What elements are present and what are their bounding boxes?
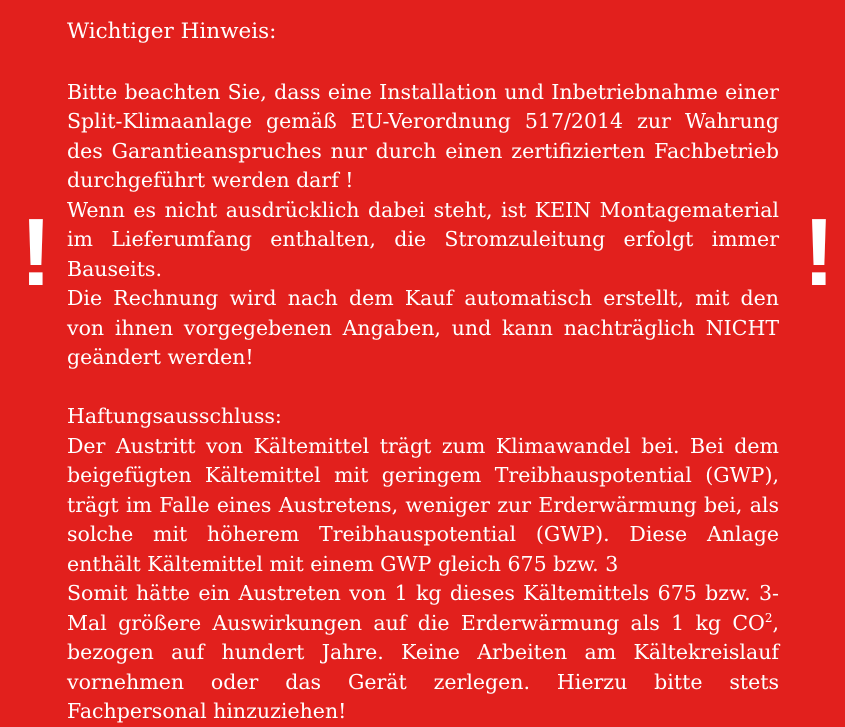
installation-paragraph: Bitte beachten Sie, dass eine Installation und Inbetriebnahme einer Split-Klimaanlage gemäß EU-Verordnung 517/2014 zur Wahrung des Garantieanspruches nur durch einen zertifizierten Fachbetrieb durchgeführt werden darf !: [67, 79, 779, 192]
refrigerant-paragraph: Der Austritt von Kältemittel trägt zum Klimawandel bei. Bei dem beigefügten Kältemittel mit geringem Treibhauspotential (GWP), trägt im Falle eines Austretens, weniger zur Erderwärmung bei, als solche mit höherem Treibhauspotential (GWP). Diese Anlage enthält Kältemittel mit einem GWP gleich 675 bzw. 3: [67, 433, 779, 576]
notice-content: [67, 16, 779, 727]
exclamation-icon-left: !: [20, 199, 52, 306]
invoice-paragraph: Die Rechnung wird nach dem Kauf automatisch erstellt, mit den von ihnen vorgegebenen Angaben, und kann nachträglich NICHT geändert werden!: [67, 286, 779, 369]
co2-superscript: 2: [764, 610, 773, 625]
impact-text-end: , bezogen auf hundert Jahre. Keine Arbeiten am Kältekreislauf vornehmen oder das Gerät zerlegen. Hierzu bitte stets Fachpersonal hinzuziehen!: [67, 610, 779, 723]
important-heading: Wichtiger Hinweis:: [67, 19, 277, 44]
liability-heading: Haftungsausschluss:: [67, 404, 282, 428]
exclamation-icon-right: !: [803, 199, 835, 306]
impact-text-start: Somit hätte ein Austreten von 1 kg dieses Kältemittels 675 bzw. 3-Mal größere Auswirkungen auf die Erderwärmung als 1 kg CO: [67, 581, 779, 635]
section-spacer: [67, 373, 779, 403]
material-paragraph: Wenn es nicht ausdrücklich dabei steht, ist KEIN Montagematerial im Lieferumfang enthalten, die Stromzuleitung erfolgt immer Bauseits.: [67, 197, 779, 281]
impact-paragraph: [67, 579, 779, 727]
